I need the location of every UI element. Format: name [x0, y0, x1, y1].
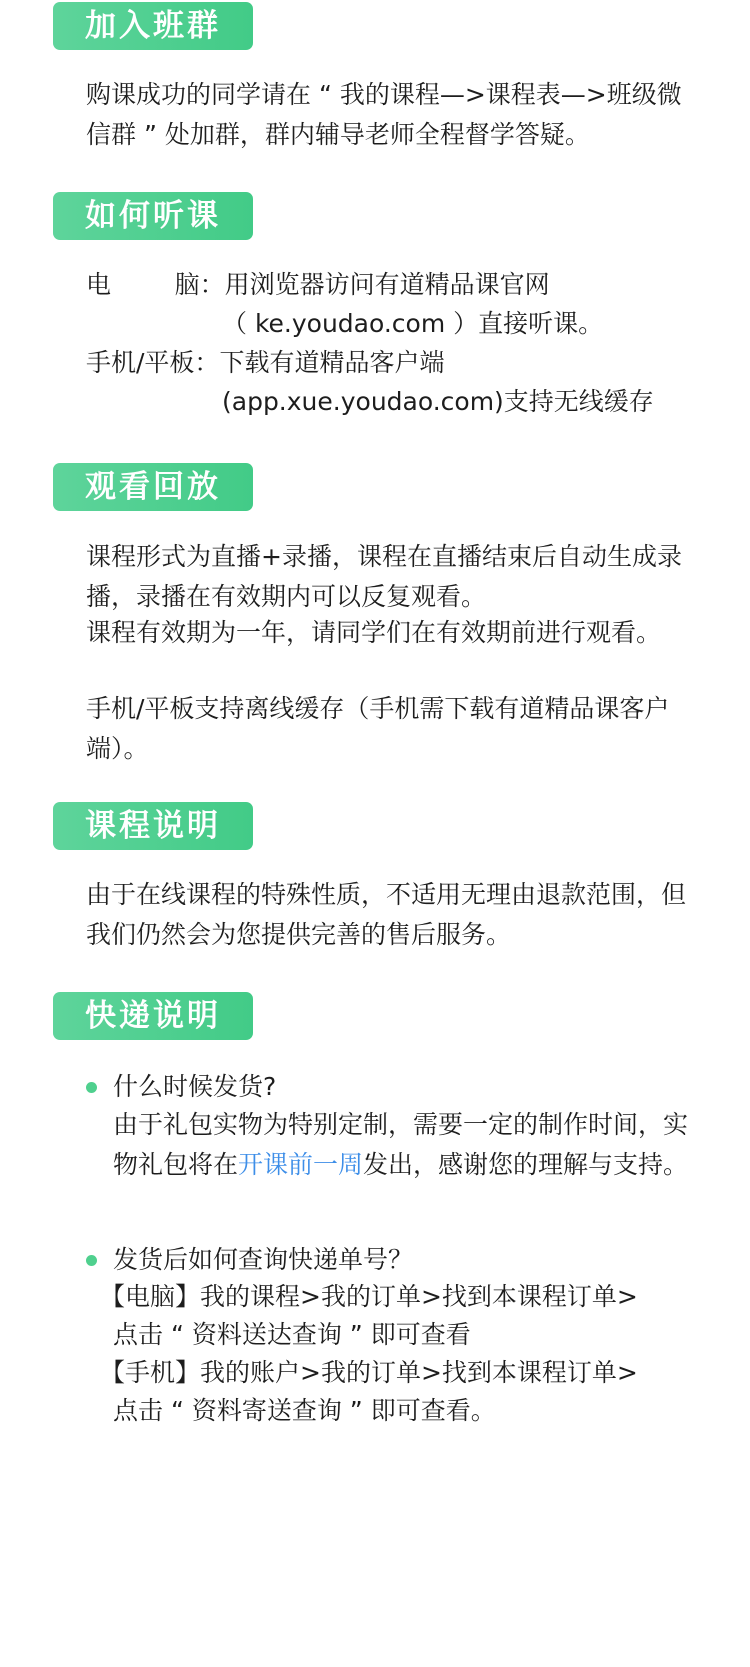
section-title-replay: 观看回放: [53, 463, 253, 511]
replay-paragraph-1: 课程形式为直播+录播，课程在直播结束后自动生成录播，录播在有效期内可以反复观看。: [86, 542, 682, 611]
faq-answer-1-highlight: 开课前一周: [238, 1150, 364, 1179]
faq-answer-2-mobile-line-1: 【手机】我的账户>我的订单>找到本课程订单>: [100, 1358, 638, 1387]
pc-label: 电 脑：: [86, 270, 225, 299]
faq-answer-1-part-1: 由于礼包实物为特别定制，需要一定的制作时间，实物礼包将在: [113, 1110, 689, 1179]
faq-answer-1: [113, 1105, 703, 1185]
course-notes-text: 由于在线课程的特殊性质，不适用无理由退款范围，但我们仍然会为您提供完善的售后服务。: [86, 880, 687, 949]
faq-answer-2-mobile-line-2: 点击 “ 资料寄送查询 ” 即可查看。: [113, 1396, 496, 1425]
faq-answer-1-part-2: 发出，感谢您的理解与支持。: [363, 1150, 689, 1179]
pc-line-1: 用浏览器访问有道精品课官网: [224, 270, 550, 299]
replay-paragraph-2: 课程有效期为一年，请同学们在有效期前进行观看。: [86, 618, 662, 647]
faq-answer-2-pc-line-2: 点击 “ 资料送达查询 ” 即可查看: [113, 1320, 471, 1349]
pc-line-2: （ ke.youdao.com ）直接听课。: [222, 309, 604, 338]
section-title-shipping: 快递说明: [53, 992, 253, 1040]
bullet-dot-icon: [86, 1255, 97, 1266]
mobile-label: 手机/平板：: [86, 348, 220, 377]
mobile-line-1: 下载有道精品客户端: [219, 348, 445, 377]
faq-answer-2-pc-line-1: 【电脑】我的课程>我的订单>找到本课程订单>: [100, 1282, 638, 1311]
bullet-dot-icon: [86, 1082, 97, 1093]
replay-paragraph-3: 手机/平板支持离线缓存（手机需下载有道精品课客户端）。: [86, 694, 670, 763]
faq-question-1: [86, 1067, 276, 1107]
pc-instructions: [86, 265, 550, 305]
faq-question-1-text: 什么时候发货?: [113, 1072, 277, 1101]
mobile-line-2: (app.xue.youdao.com)支持无线缓存: [222, 387, 654, 416]
faq-question-2-text: 发货后如何查询快递单号？: [113, 1245, 414, 1274]
join-group-text: 购课成功的同学请在 “ 我的课程—>课程表—>班级微信群 ” 处加群，群内辅导老师全程督学答疑。: [86, 80, 682, 149]
section-title-join-group: 加入班群: [53, 2, 253, 50]
faq-question-2: [86, 1240, 413, 1280]
section-title-how-to-attend: 如何听课: [53, 192, 253, 240]
section-title-course-notes: 课程说明: [53, 802, 253, 850]
mobile-instructions: [86, 343, 444, 383]
